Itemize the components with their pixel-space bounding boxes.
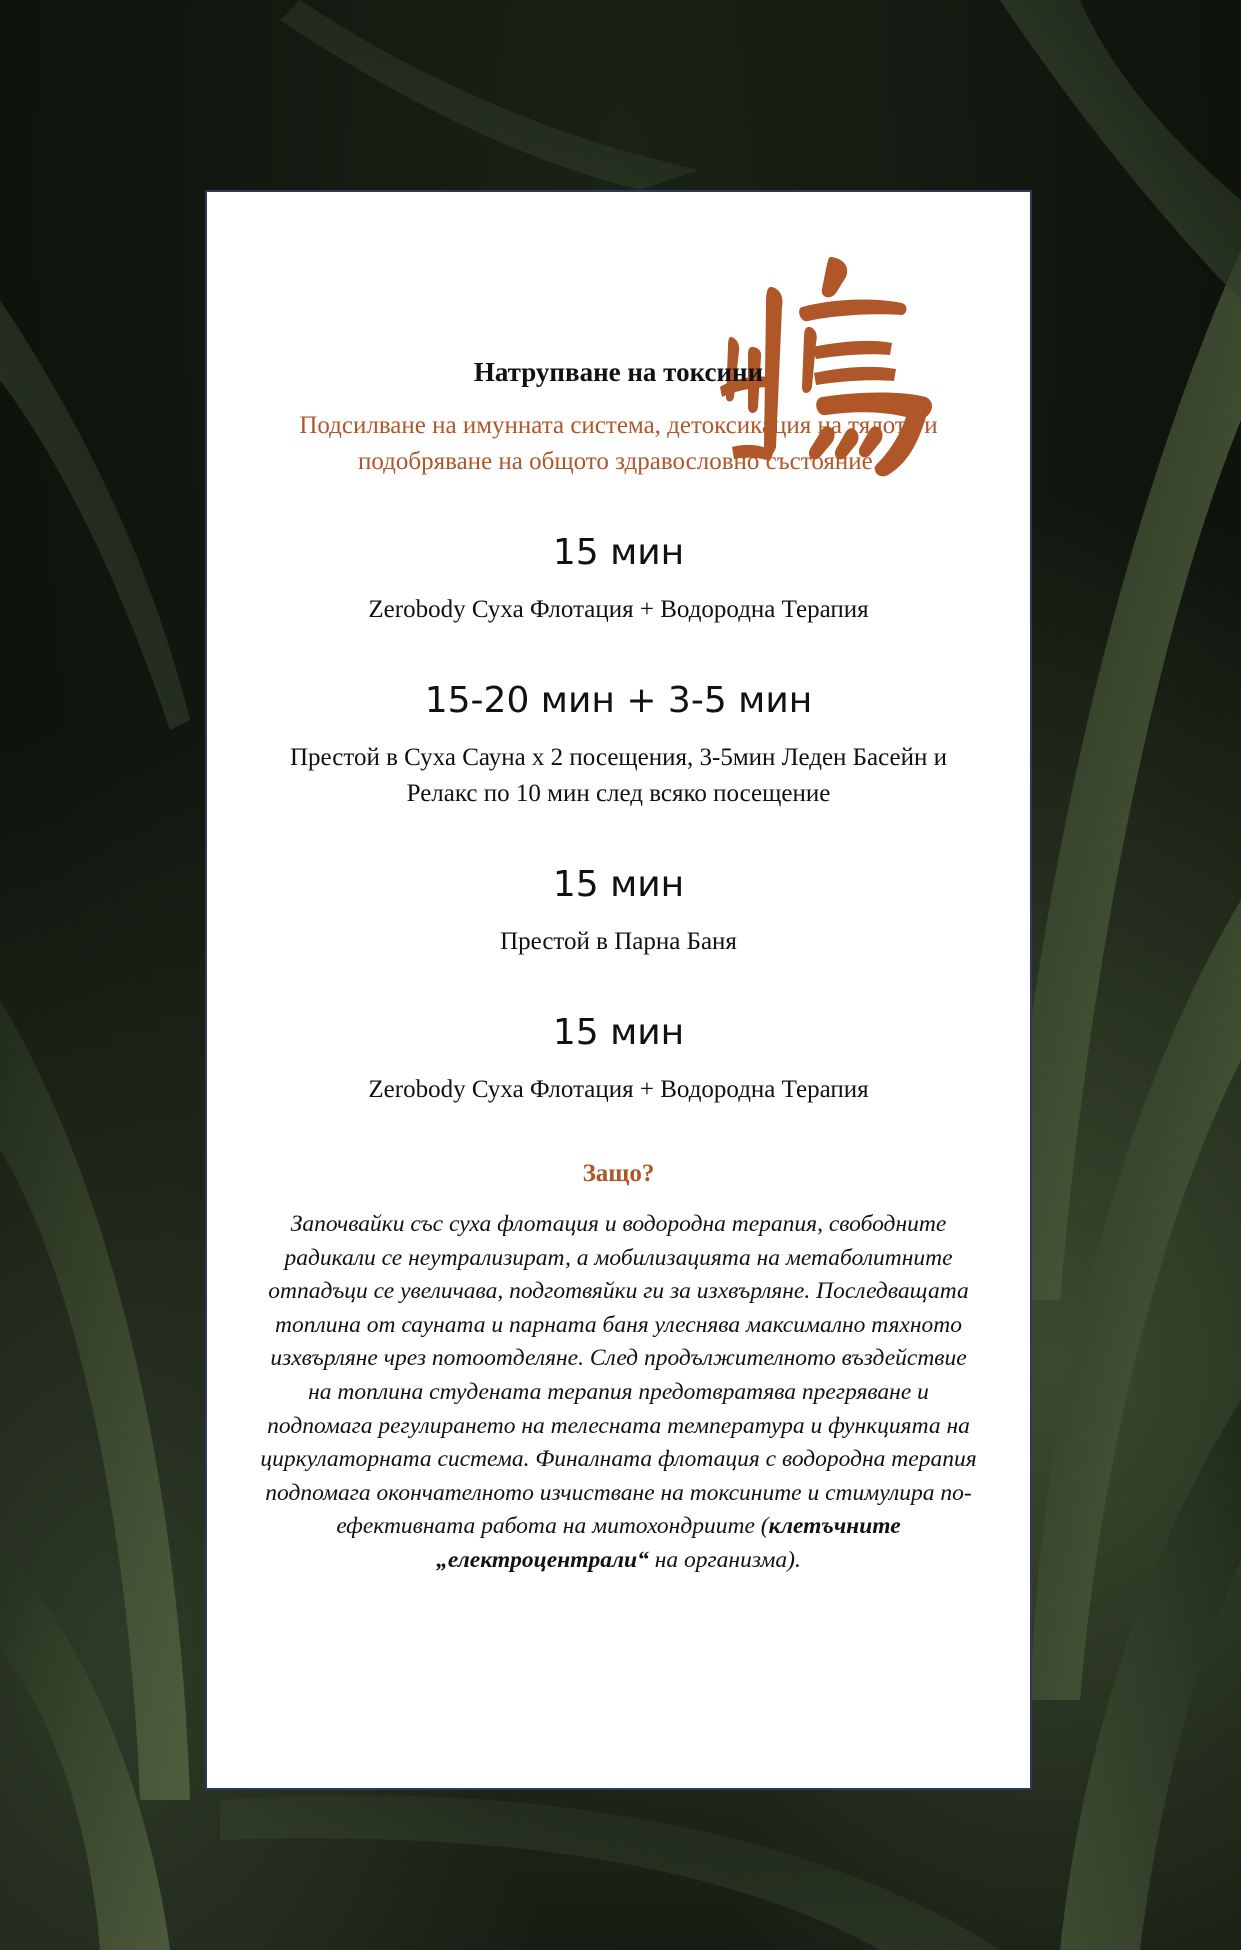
why-text-main: Започвайки със суха флотация и водородна терапия, свободните радикали се неутрализират, а мобилизацията на метаболитните отпадъци се увеличава, подготвяйки ги за изхвърляне. Последващата топлина от сауната и парната баня улеснява максимално тяхното изхвърляне чрез потоотделяне. След продължителното въздействие на топлина студената терапия предотвратява прегряване и подпомага регулирането на телесната температура и функцията на циркулаторната система. Финалната флотация с водородна терапия подпомага окончателното изчистване на токсините и стимулира по-ефективната работа на митохондриите ( xyxy=(260,1211,977,1540)
step-description: Zerobody Суха Флотация + Водородна Терапия xyxy=(368,1076,869,1103)
why-title: Защо? xyxy=(582,1160,655,1187)
program-subtitle: Подсилване на имунната система, детоксикация на тялото и подобряване на общото здравословно състояние. xyxy=(299,412,938,475)
why-text-bold: клетъчните „електроцентрали“ xyxy=(436,1513,901,1573)
step-description: Престой в Суха Сауна x 2 посещения, 3-5мин Леден Басейн и Релакс по 10 мин след всяко посещение xyxy=(289,744,948,807)
step-description: Zerobody Суха Флотация + Водородна Терапия xyxy=(368,596,869,623)
step-time: 15-20 мин + 3-5 мин xyxy=(424,680,813,721)
step-description: Престой в Парна Баня xyxy=(500,928,737,955)
why-paragraph xyxy=(259,1208,979,1578)
why-text-end: на организма). xyxy=(648,1546,801,1573)
step-4 xyxy=(207,1012,1030,1108)
step-time: 15 мин xyxy=(552,1012,685,1053)
step-time: 15 мин xyxy=(552,532,685,573)
step-2 xyxy=(207,680,1030,812)
program-content xyxy=(207,357,1030,1578)
step-1 xyxy=(207,532,1030,628)
program-title: Натрупване на токсини xyxy=(473,357,764,387)
program-card xyxy=(205,190,1032,1790)
step-3 xyxy=(207,864,1030,960)
step-time: 15 мин xyxy=(552,864,685,905)
